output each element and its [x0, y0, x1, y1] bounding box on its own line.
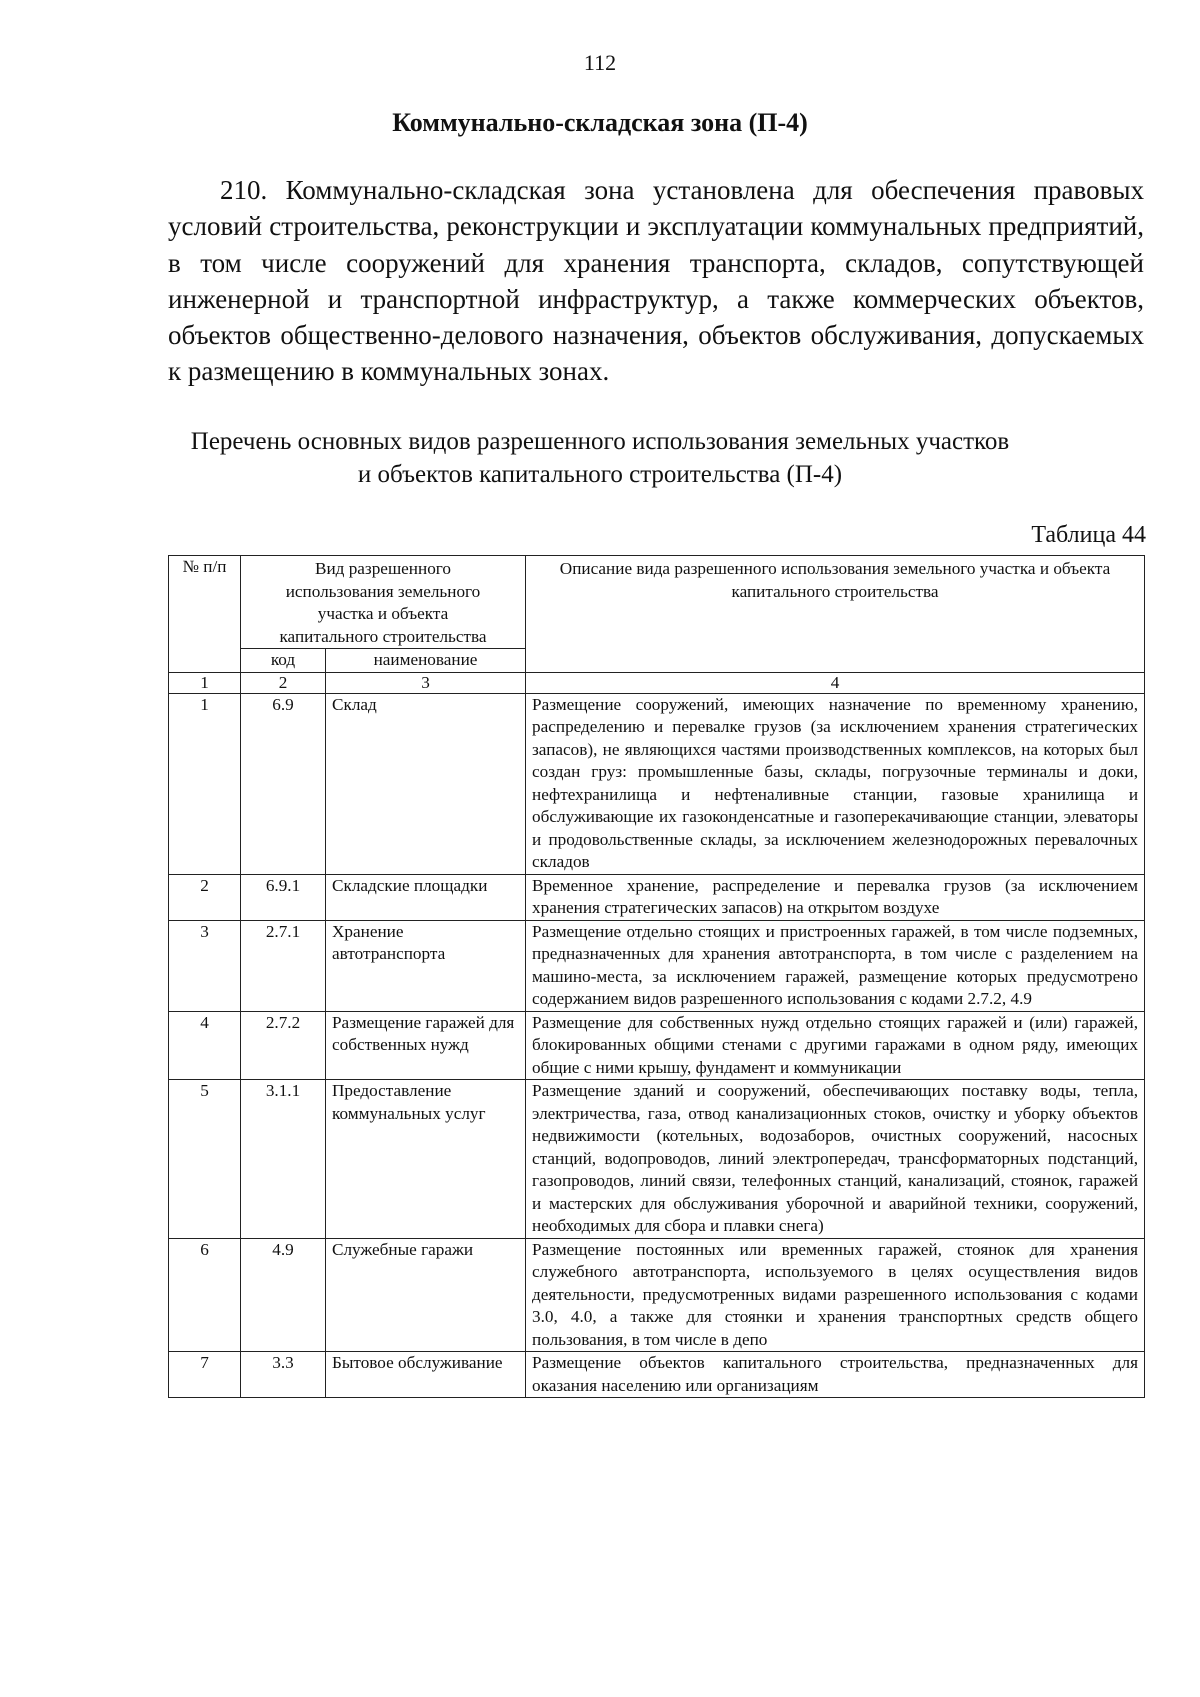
row-name: Размещение гаражей для собственных нужд [326, 1011, 526, 1080]
row-num: 4 [169, 1011, 241, 1080]
table-row [169, 874, 1145, 920]
row-name: Складские площадки [326, 874, 526, 920]
row-num: 1 [169, 693, 241, 874]
column-number-row [169, 672, 1145, 693]
column-number: 1 [169, 672, 241, 693]
row-description: Размещение объектов капитального строительства, предназначенных для оказания населению или организациям [526, 1352, 1145, 1398]
row-num: 6 [169, 1238, 241, 1352]
row-name: Склад [326, 693, 526, 874]
row-code: 2.7.2 [241, 1011, 326, 1080]
table-row [169, 1352, 1145, 1398]
row-description: Размещение зданий и сооружений, обеспечивающих поставку воды, тепла, электричества, газа, отвод канализационных стоков, очистку и уборку объектов недвижимости (котельных, водозаборов, очистных сооружений, насосных станций, водопроводов, линий электропередач, трансформаторных подстанций, газопроводов, линий связи, телефонных станций, канализаций, стоянок, гаражей и мастерских для обслуживания уборочной и аварийной техники, сооружений, необходимых для сбора и плавки снега) [526, 1080, 1145, 1239]
row-num: 5 [169, 1080, 241, 1239]
header-num: № п/п [169, 556, 241, 673]
row-code: 6.9.1 [241, 874, 326, 920]
row-description: Размещение отдельно стоящих и пристроенных гаражей, в том числе подземных, предназначенных для хранения автотранспорта, в том числе с разделением на машино-места, за исключением гаражей, размещение которых предусмотрено содержанием видов разрешенного использования с кодами 2.7.2, 4.9 [526, 920, 1145, 1011]
row-description: Размещение сооружений, имеющих назначение по временному хранению, распределению и перевалке грузов (за исключением хранения стратегических запасов), не являющихся частями производственных комплексов, на которых был создан груз: промышленные базы, склады, погрузочные терминалы и доки, нефтехранилища и нефтеналивные станции, газовые хранилища и обслуживающие их газоконденсатные и газоперекачивающие станции, элеваторы и продовольственные склады, за исключением железнодорожных перевалочных складов [526, 693, 1145, 874]
list-title [0, 425, 1200, 491]
zone-title: Коммунально-складская зона (П-4) [392, 108, 808, 137]
list-title-line-2: и объектов капитального строительства (П-4) [357, 461, 843, 488]
column-number: 4 [526, 672, 1145, 693]
page-number: 112 [583, 50, 617, 75]
row-num: 2 [169, 874, 241, 920]
row-name: Хранение автотранспорта [326, 920, 526, 1011]
column-number: 2 [241, 672, 326, 693]
table-row [169, 693, 1145, 874]
row-code: 4.9 [241, 1238, 326, 1352]
table-row [169, 1080, 1145, 1239]
list-title-line-1: Перечень основных видов разрешенного использования земельных участков [190, 428, 1010, 455]
row-name: Предоставление коммунальных услуг [326, 1080, 526, 1239]
header-name: наименование [326, 649, 526, 673]
row-num: 7 [169, 1352, 241, 1398]
header-description: Описание вида разрешенного использования земельного участка и объекта капитального строительства [526, 556, 1145, 673]
table-header-row [169, 556, 1145, 649]
column-number: 3 [326, 672, 526, 693]
header-code: код [241, 649, 326, 673]
row-code: 2.7.1 [241, 920, 326, 1011]
row-code: 6.9 [241, 693, 326, 874]
table-label: Таблица 44 [1031, 522, 1146, 548]
zone-description-paragraph: 210. Коммунально-складская зона установлена для обеспечения правовых условий строительства, реконструкции и эксплуатации коммунальных предприятий, в том числе сооружений для хранения транспорта, складов, сопутствующей инженерной и транспортной инфраструктур, а также коммерческих объектов, объектов общественно-делового назначения, объектов обслуживания, допускаемых к размещению в коммунальных зонах. [168, 175, 1144, 387]
row-name: Служебные гаражи [326, 1238, 526, 1352]
row-description: Размещение для собственных нужд отдельно стоящих гаражей и (или) гаражей, блокированных общими стенами с другими гаражами в одном ряду, имеющих общие с ними крышу, фундамент и коммуникации [526, 1011, 1145, 1080]
permitted-use-table [168, 555, 1145, 1398]
row-num: 3 [169, 920, 241, 1011]
table-row [169, 1238, 1145, 1352]
table-row [169, 1011, 1145, 1080]
row-name: Бытовое обслуживание [326, 1352, 526, 1398]
header-kind: Вид разрешенного использования земельного участка и объекта капитального строительства [241, 556, 526, 649]
row-description: Размещение постоянных или временных гаражей, стоянок для хранения служебного автотранспорта, используемого в целях осуществления видов деятельности, предусмотренных видами разрешенного использования с кодами 3.0, 4.0, а также для стоянки и хранения транспортных средств общего пользования, в том числе в депо [526, 1238, 1145, 1352]
table-row [169, 920, 1145, 1011]
row-description: Временное хранение, распределение и перевалка грузов (за исключением хранения стратегических запасов) на открытом воздухе [526, 874, 1145, 920]
row-code: 3.1.1 [241, 1080, 326, 1239]
row-code: 3.3 [241, 1352, 326, 1398]
